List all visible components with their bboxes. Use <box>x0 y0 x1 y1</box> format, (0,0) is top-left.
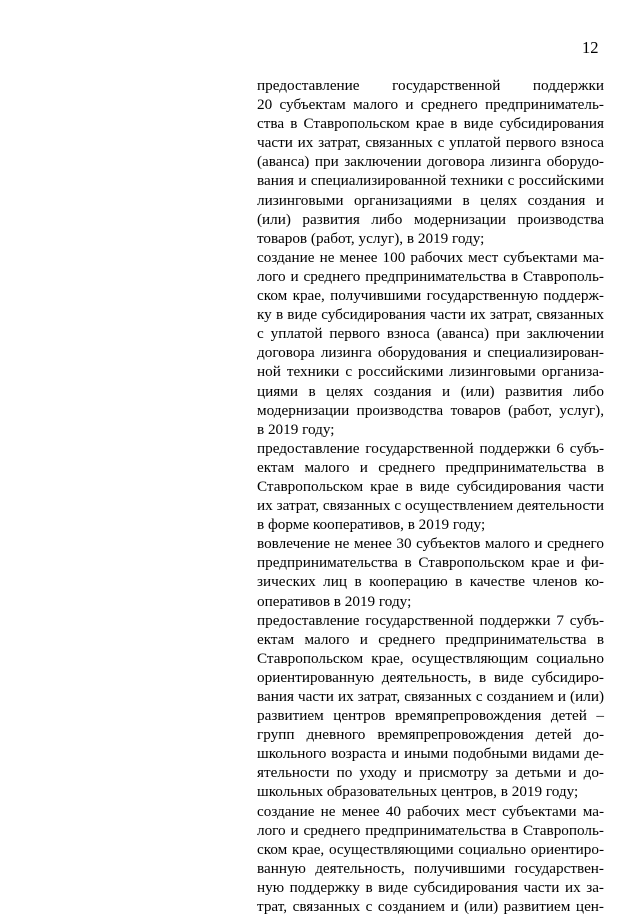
text-line: вания части их затрат, связанных с созданием и (или) <box>257 688 604 705</box>
text-line: создание не менее 100 рабочих мест субъектами ма- <box>257 248 604 266</box>
text-line: части их затрат, связанных с уплатой первого взноса <box>257 134 604 152</box>
text-line: развитием центров времяпрепровождения детей – <box>257 707 604 725</box>
text-line: их затрат, связанных с осуществлением деятельности <box>257 497 604 515</box>
text-line: вания и специализированной техники с российскими <box>257 172 604 190</box>
text-line: ванную деятельность, получившими государствен- <box>257 859 604 877</box>
text-line: модернизации производства товаров (работ, услуг), <box>257 401 604 419</box>
text-line: договора лизинга оборудования и специализирован- <box>257 344 604 362</box>
text-line: ной техники с российскими лизинговыми организа- <box>257 363 604 381</box>
text-line: в 2019 году; <box>257 420 335 438</box>
text-line: ском крае, осуществляющими социально ориентиро- <box>257 840 604 858</box>
text-line: лого и среднего предпринимательства в Ставрополь- <box>257 821 604 839</box>
text-line: ектам малого и среднего предпринимательства в <box>257 630 604 648</box>
text-line: ку в виде субсидирования части их затрат, связанных <box>257 306 604 324</box>
text-line: предпринимательства в Ставропольском крае и фи- <box>257 554 604 572</box>
text-line: циями в целях создания и (или) развития либо <box>257 382 604 400</box>
text-line: 20 субъектам малого и среднего предприниматель- <box>257 96 604 114</box>
page-number: 12 <box>582 38 599 57</box>
text-line: ориентированную деятельность, в виде субсидиро- <box>257 668 604 686</box>
text-line: предоставление государственной поддержки 7 субъ- <box>257 611 604 629</box>
text-line: создание не менее 40 рабочих мест субъектами ма- <box>257 802 604 820</box>
text-line: ства в Ставропольском крае в виде субсидирования <box>257 115 604 133</box>
document-body <box>257 76 604 916</box>
text-line: лизинговыми организациями в целях создания и <box>257 191 604 209</box>
text-line: трат, связанных с созданием и (или) развитием цен- <box>257 898 604 916</box>
text-line: школьных образовательных центров, в 2019 году; <box>257 783 579 801</box>
text-line: оперативов в 2019 году; <box>257 592 412 610</box>
text-line: товаров (работ, услуг), в 2019 году; <box>257 229 485 247</box>
text-line: в форме кооперативов, в 2019 году; <box>257 516 486 534</box>
text-line: Ставропольском крае в виде субсидирования части <box>257 477 604 495</box>
text-line: предоставление государственной поддержки <box>257 77 604 94</box>
text-line: групп дневного времяпрепровождения детей до- <box>257 726 604 744</box>
text-line: лого и среднего предпринимательства в Ставрополь- <box>257 267 604 285</box>
text-line: ятельности по уходу и присмотру за детьми и до- <box>257 764 604 782</box>
text-line: зических лиц в кооперацию в качестве членов ко- <box>257 573 604 591</box>
text-line: вовлечение не менее 30 субъектов малого и среднего <box>257 535 604 553</box>
text-line: ском крае, получившими государственную поддерж- <box>257 287 604 305</box>
text-line: с уплатой первого взноса (аванса) при заключении <box>257 325 604 343</box>
text-line: ектам малого и среднего предпринимательства в <box>257 458 604 476</box>
text-line: школьного возраста и иными подобными видами де- <box>257 745 604 763</box>
text-line: (аванса) при заключении договора лизинга оборудо- <box>257 153 604 171</box>
text-line: (или) развития либо модернизации производства <box>257 210 604 228</box>
text-line: ную поддержку в виде субсидирования части их за- <box>257 878 604 896</box>
text-line: предоставление государственной поддержки 6 субъ- <box>257 439 604 457</box>
text-line: Ставропольском крае, осуществляющим социально <box>257 649 604 667</box>
